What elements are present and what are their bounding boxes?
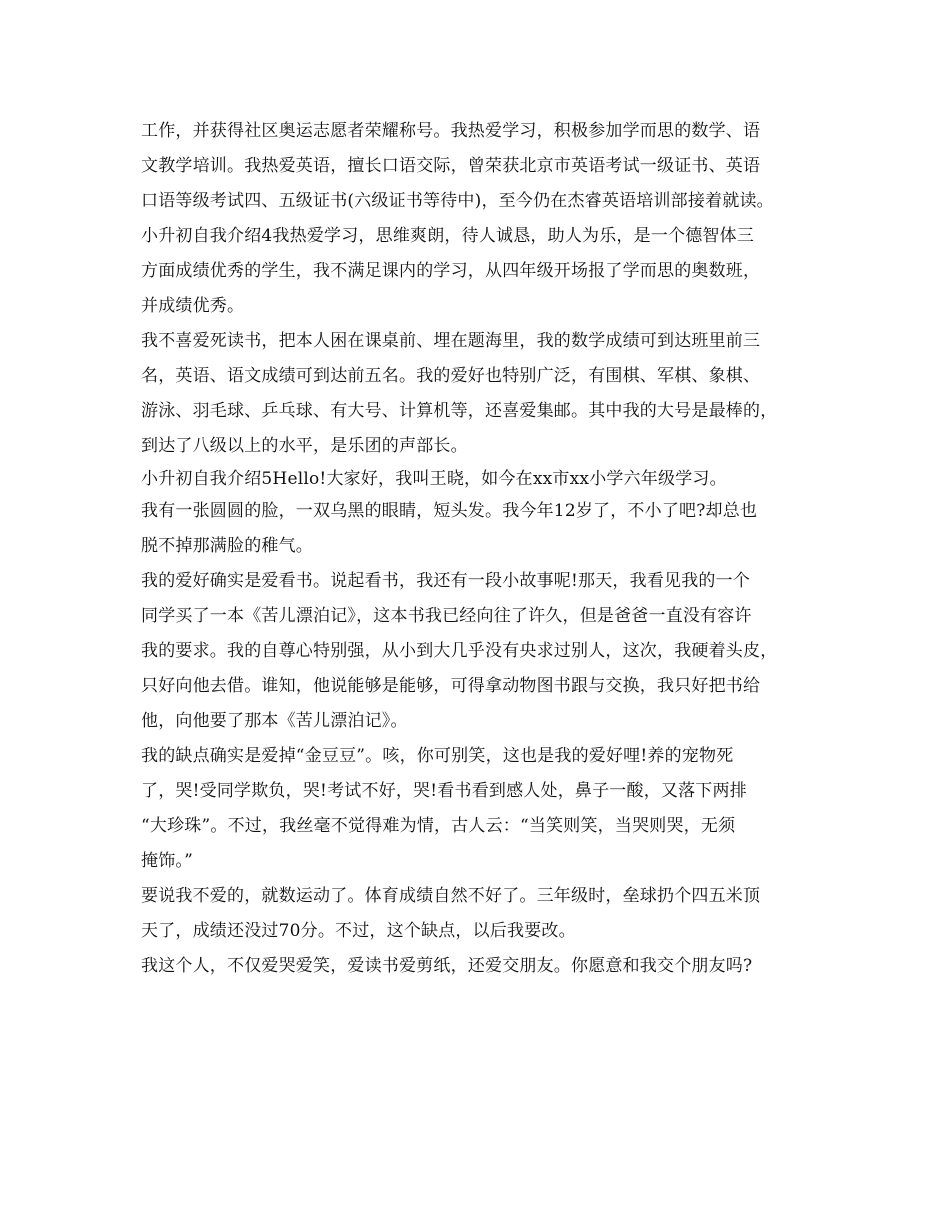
text-line: 小升初自我介绍5Hello!大家好，我叫王晓，如今在xx市xx小学六年级学习。 [141, 469, 727, 489]
text-line: 并成绩优秀。 [141, 296, 245, 316]
text-line: 他，向他要了那本《苦儿漂泊记》。 [141, 711, 408, 731]
text-line: 脱不掉那满脸的稚气。 [141, 536, 313, 556]
text-line: 方面成绩优秀的学生，我不满足课内的学习，从四年级开场报了学而思的奥数班， [141, 261, 761, 281]
text-line: 文教学培训。我热爱英语，擅长口语交际，曾荣获北京市英语考试一级证书、英语 [141, 156, 761, 176]
text-line: 工作，并获得社区奥运志愿者荣耀称号。我热爱学习，积极参加学而思的数学、语 [141, 121, 761, 141]
text-line: 我的缺点确实是爱掉“金豆豆”。咳，你可别笑，这也是我的爱好哩!养的宠物死 [141, 746, 734, 766]
text-line: 我的要求。我的自尊心特别强，从小到大几乎没有央求过别人，这次，我硬着头皮， [141, 641, 778, 661]
text-line: 要说我不爱的，就数运动了。体育成绩自然不好了。三年级时，垒球扔个四五米顶 [141, 886, 761, 906]
text-line: 我不喜爱死读书，把本人困在课桌前、埋在题海里，我的数学成绩可到达班里前三 [141, 331, 761, 351]
document-body [141, 114, 821, 984]
text-line: 只好向他去借。谁知，他说能够是能够，可得拿动物图书跟与交换，我只好把书给 [141, 676, 761, 696]
text-line: 名，英语、语文成绩可到达前五名。我的爱好也特别广泛，有围棋、军棋、象棋、 [141, 366, 761, 386]
text-line: 口语等级考试四、五级证书(六级证书等待中)，至今仍在杰睿英语培训部接着就读。 [141, 191, 774, 211]
text-line: 了，哭!受同学欺负，哭!考试不好，哭!看书看到感人处，鼻子一酸，又落下两排 [141, 781, 747, 801]
text-line: 同学买了一本《苦儿漂泊记》，这本书我已经向往了许久，但是爸爸一直没有容许 [141, 606, 752, 626]
text-line: 游泳、羽毛球、乒乓球、有大号、计算机等，还喜爱集邮。其中我的大号是最棒的， [141, 401, 778, 421]
text-line: 我的爱好确实是爱看书。说起看书，我还有一段小故事呢!那天，我看见我的一个 [141, 571, 751, 591]
text-line: 小升初自我介绍4我热爱学习，思维爽朗，待人诚恳，助人为乐，是一个德智体三 [141, 226, 755, 246]
text-line: 天了，成绩还没过70分。不过，这个缺点，以后我要改。 [141, 921, 576, 941]
text-line: 掩饰。” [141, 851, 193, 871]
text-line: 到达了八级以上的水平，是乐团的声部长。 [141, 436, 468, 456]
text-line: 我这个人，不仅爱哭爱笑，爱读书爱剪纸，还爱交朋友。你愿意和我交个朋友吗? [141, 956, 753, 976]
text-line: 我有一张圆圆的脸，一双乌黑的眼睛，短头发。我今年12岁了，不小了吧?却总也 [141, 501, 758, 521]
text-line: “大珍珠”。不过，我丝毫不觉得难为情，古人云：“当笑则笑，当哭则哭，无须 [141, 816, 736, 836]
